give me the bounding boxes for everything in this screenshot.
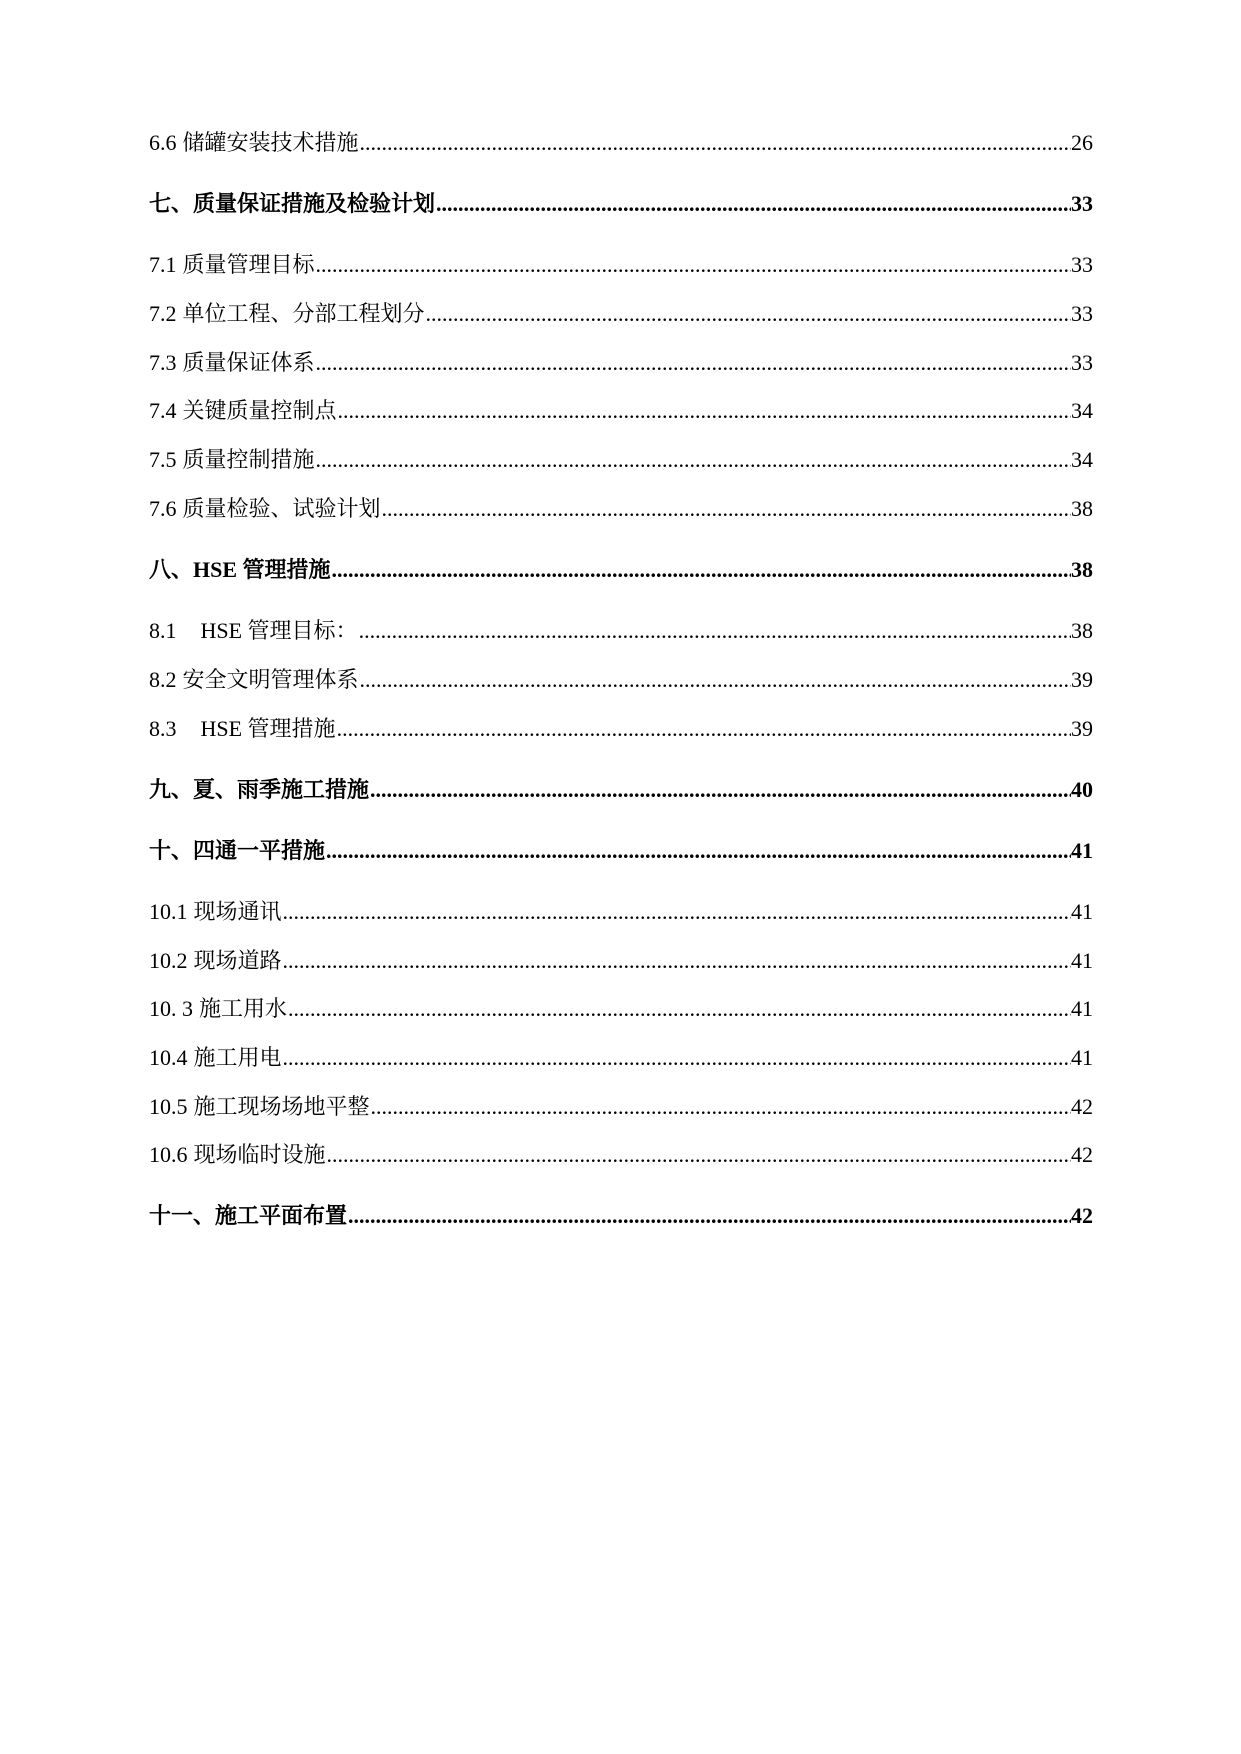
toc-dot-leader (287, 996, 1071, 1022)
toc-entry-number: 7.2 (149, 301, 177, 326)
toc-entry-chapter[interactable] (149, 1195, 1093, 1229)
toc-entry[interactable] (149, 293, 1093, 327)
toc-dot-leader (282, 1045, 1071, 1071)
toc-dot-leader (358, 618, 1071, 644)
toc-entry-title: 安全文明管理体系 (182, 667, 359, 692)
toc-dot-leader (370, 1094, 1071, 1120)
toc-entry[interactable] (149, 708, 1093, 742)
toc-entry[interactable] (149, 244, 1093, 278)
toc-entry-chapter[interactable] (149, 769, 1093, 803)
toc-entry-title: 施工用电 (193, 1045, 282, 1070)
toc-entry-number: 七、 (149, 191, 194, 216)
toc-entry[interactable] (149, 891, 1093, 925)
toc-entry[interactable] (149, 390, 1093, 424)
toc-entry-page: 41 (1071, 899, 1093, 924)
toc-entry-page: 33 (1071, 350, 1093, 375)
toc-entry-chapter[interactable] (149, 549, 1093, 583)
toc-entry-number: 7.1 (149, 252, 177, 277)
toc-dot-leader (337, 398, 1071, 424)
toc-entry-chapter[interactable] (149, 830, 1093, 864)
toc-entry[interactable] (149, 439, 1093, 473)
toc-entry-title: HSE 管理措施 (193, 557, 331, 582)
toc-entry-number: 10.6 (149, 1142, 188, 1167)
toc-dot-leader (359, 667, 1071, 693)
toc-entry-title: 现场道路 (193, 948, 282, 973)
toc-entry-page: 34 (1071, 447, 1093, 472)
toc-entry-title: 四通一平措施 (193, 838, 326, 863)
toc-entry-number: 九、 (149, 777, 194, 802)
toc-dot-leader (425, 301, 1071, 327)
toc-entry-page: 40 (1071, 777, 1093, 802)
toc-entry-page: 41 (1071, 1045, 1093, 1070)
toc-entry[interactable] (149, 988, 1093, 1022)
toc-entry-title: 质量保证体系 (182, 350, 315, 375)
toc-entry[interactable] (149, 940, 1093, 974)
toc-entry[interactable] (149, 610, 1093, 644)
toc-entry-title: 储罐安装技术措施 (182, 130, 359, 155)
toc-entry-page: 33 (1071, 252, 1093, 277)
toc-dot-leader (326, 1142, 1071, 1168)
toc-entry-number: 7.5 (149, 447, 177, 472)
toc-entry-chapter[interactable] (149, 183, 1093, 217)
toc-entry-title: 关键质量控制点 (182, 398, 337, 423)
toc-entry-number: 8.2 (149, 667, 177, 692)
toc-entry-page: 39 (1071, 667, 1093, 692)
toc-entry-title: 质量检验、试验计划 (182, 496, 381, 521)
toc-entry-page: 41 (1071, 996, 1093, 1021)
toc-entry-title: HSE 管理目标： (200, 618, 358, 643)
toc-entry[interactable] (149, 1134, 1093, 1168)
toc-entry-number: 7.6 (149, 496, 177, 521)
toc-entry-page: 41 (1071, 948, 1093, 973)
toc-entry-title: 质量保证措施及检验计划 (193, 191, 436, 216)
toc-entry-page: 33 (1071, 301, 1093, 326)
toc-entry[interactable] (149, 342, 1093, 376)
toc-entry-page: 38 (1071, 496, 1093, 521)
toc-dot-leader (315, 350, 1071, 376)
toc-entry-page: 42 (1071, 1094, 1093, 1119)
toc-entry-title: 施工现场场地平整 (193, 1094, 370, 1119)
toc-entry-title: 质量控制措施 (182, 447, 315, 472)
toc-dot-leader (315, 447, 1071, 473)
toc-dot-leader (369, 777, 1071, 803)
toc-dot-leader (315, 252, 1071, 278)
toc-entry-number: 10.2 (149, 948, 188, 973)
toc-entry-number: 10. 3 (149, 996, 193, 1021)
toc-entry-title: 质量管理目标 (182, 252, 315, 277)
toc-entry[interactable] (149, 1037, 1093, 1071)
toc-entry[interactable] (149, 659, 1093, 693)
toc-dot-leader (347, 1203, 1071, 1229)
toc-entry-page: 38 (1071, 618, 1093, 643)
toc-entry[interactable] (149, 488, 1093, 522)
toc-entry-page: 41 (1071, 838, 1093, 863)
toc-entry-number: 8.1 (149, 618, 177, 643)
toc-entry-page: 26 (1071, 130, 1093, 155)
toc-entry-number: 6.6 (149, 130, 177, 155)
toc-entry-number: 十、 (149, 838, 194, 863)
toc-dot-leader (282, 899, 1071, 925)
toc-entry-number: 十一、 (149, 1203, 216, 1228)
toc-entry-title: 夏、雨季施工措施 (193, 777, 370, 802)
toc-entry-page: 42 (1071, 1142, 1093, 1167)
toc-entry-number: 10.5 (149, 1094, 188, 1119)
toc-entry[interactable] (149, 122, 1093, 156)
toc-entry-number: 10.4 (149, 1045, 188, 1070)
toc-entry-page: 34 (1071, 398, 1093, 423)
toc-dot-leader (381, 496, 1071, 522)
toc-entry-number: 7.4 (149, 398, 177, 423)
toc-entry-page: 42 (1071, 1203, 1093, 1228)
toc-dot-leader (282, 948, 1071, 974)
toc-entry-page: 33 (1071, 191, 1093, 216)
toc-dot-leader (336, 716, 1071, 742)
toc-entry-title: 单位工程、分部工程划分 (182, 301, 425, 326)
toc-dot-leader (435, 191, 1071, 217)
toc-dot-leader (325, 838, 1071, 864)
toc-entry-title: 施工用水 (199, 996, 288, 1021)
toc-entry-title: 现场临时设施 (193, 1142, 326, 1167)
toc-entry-title: HSE 管理措施 (200, 716, 336, 741)
toc-dot-leader (359, 130, 1071, 156)
toc-entry-page: 38 (1071, 557, 1093, 582)
toc-entry-title: 现场通讯 (193, 899, 282, 924)
toc-entry-page: 39 (1071, 716, 1093, 741)
toc-entry-title: 施工平面布置 (215, 1203, 348, 1228)
toc-entry-number: 7.3 (149, 350, 177, 375)
toc-entry-number: 八、 (149, 557, 194, 582)
toc-entry[interactable] (149, 1086, 1093, 1120)
toc-entry-number: 10.1 (149, 899, 188, 924)
toc-dot-leader (331, 557, 1071, 583)
toc-entry-number: 8.3 (149, 716, 177, 741)
